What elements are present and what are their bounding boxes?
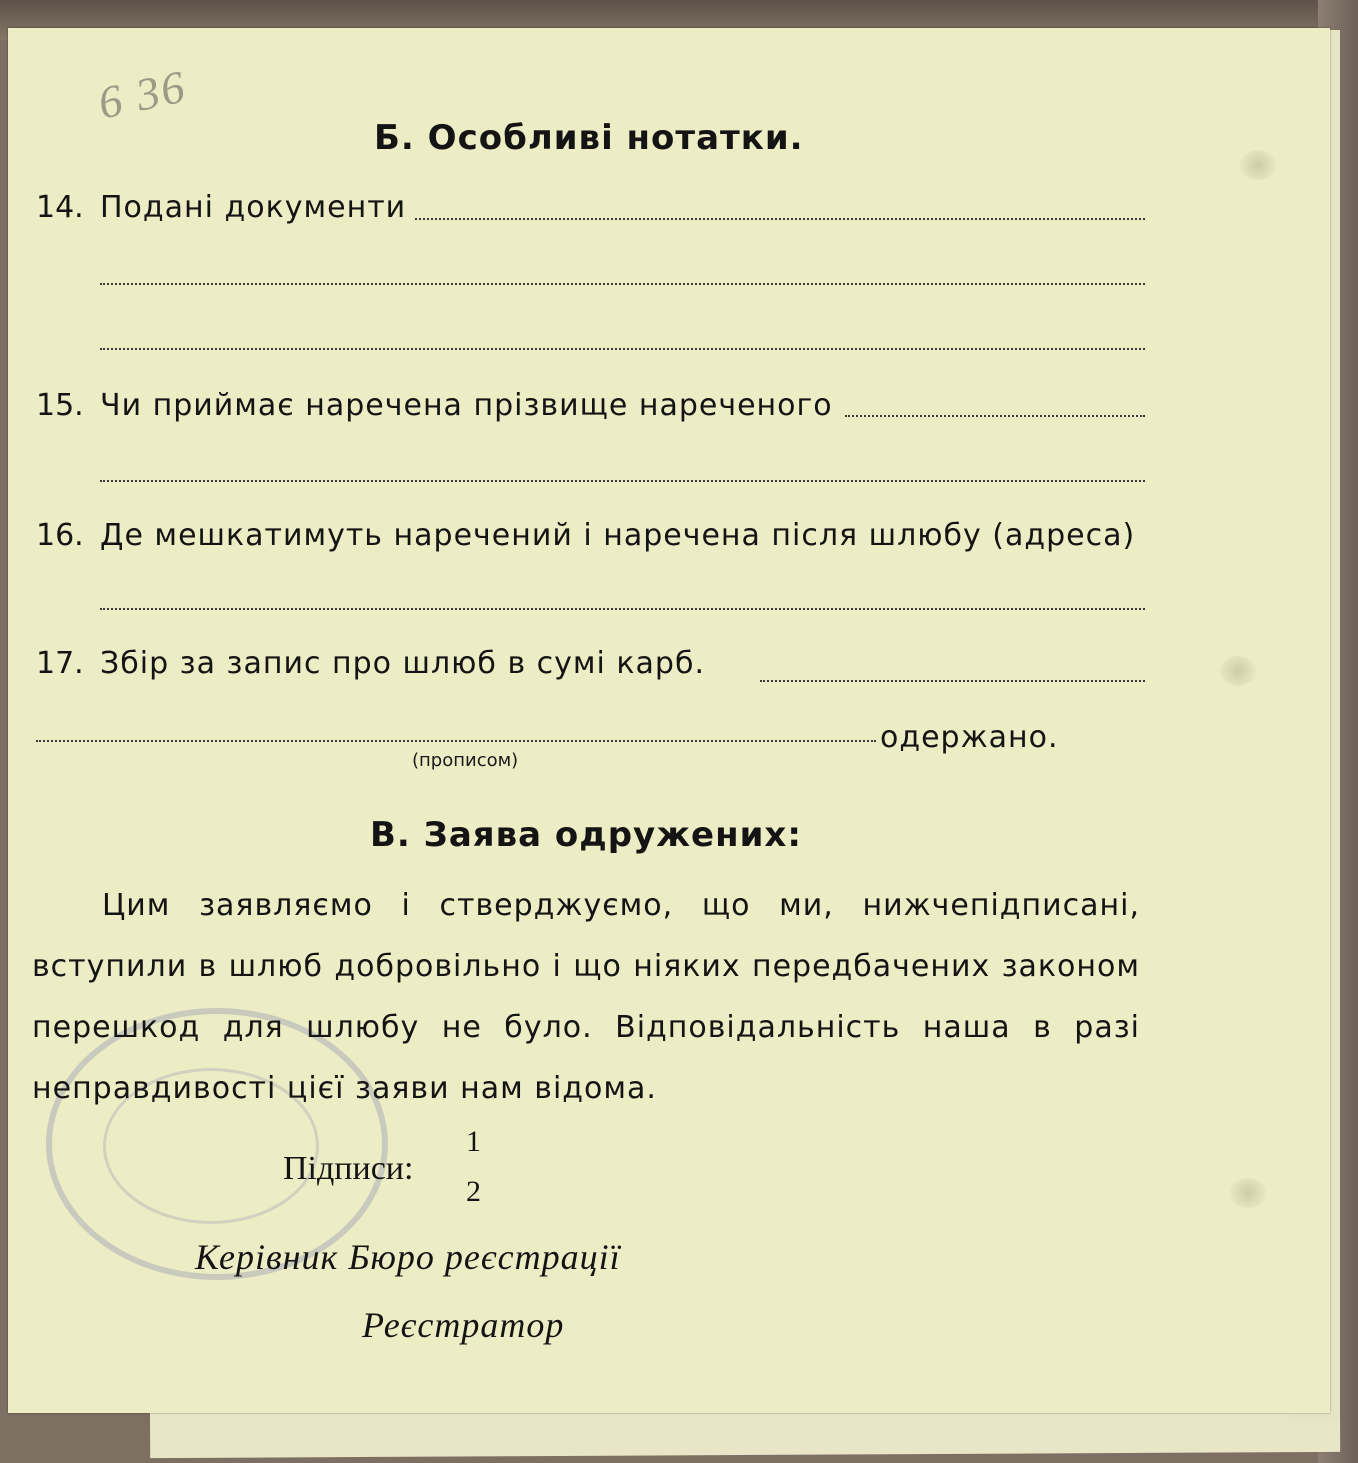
punch-hole [1220,656,1256,686]
item-15-fill-line-2[interactable] [100,480,1145,482]
section-c-title: В. Заява одружених: [370,815,802,855]
punch-hole [1240,150,1276,180]
signature-1-number: 1 [466,1125,481,1158]
item-17-number: 17. [36,646,84,681]
item-16-fill-line[interactable] [100,608,1145,610]
item-14-label: Подані документи [100,190,407,225]
item-17-received: одержано. [880,720,1059,755]
item-14-number: 14. [36,190,84,225]
item-14-fill-line[interactable] [415,218,1145,220]
signature-2-number: 2 [466,1175,481,1208]
item-16-number: 16. [36,518,84,553]
item-14-fill-line-2[interactable] [100,283,1145,285]
item-15-fill-line[interactable] [845,415,1145,417]
registrar-label: Реєстратор [362,1305,565,1345]
signatures-label: Підписи: [283,1150,414,1187]
head-of-bureau-label: Керівник Бюро реєстрації [195,1237,621,1277]
item-15-label: Чи приймає наречена прізвище нареченого [100,388,833,423]
punch-hole [1230,1178,1266,1208]
declaration-paragraph: Цим заявляємо і стверджуємо, що ми, нижчепідписані, вступили в шлюб добровільно і що ніяких передбачених законом перешкод для шлюбу не було. Відповідальність наша в разі неправдивості цієї заяви нам відома. [32,888,1140,1106]
item-17-words-line[interactable] [36,740,876,742]
item-16-label: Де мешкатимуть наречений і наречена після шлюбу (адреса) [100,518,1136,553]
item-14-fill-line-3[interactable] [100,348,1145,350]
item-17-amount-line[interactable] [760,680,1145,682]
item-17-hint: (прописом) [412,750,519,771]
item-17-label: Збір за запис про шлюб в сумі карб. [100,646,706,681]
document-page [8,28,1330,1413]
section-b-title: Б. Особливі нотатки. [374,118,804,158]
item-15-number: 15. [36,388,84,423]
pencil-note: 6 36 [93,60,191,129]
